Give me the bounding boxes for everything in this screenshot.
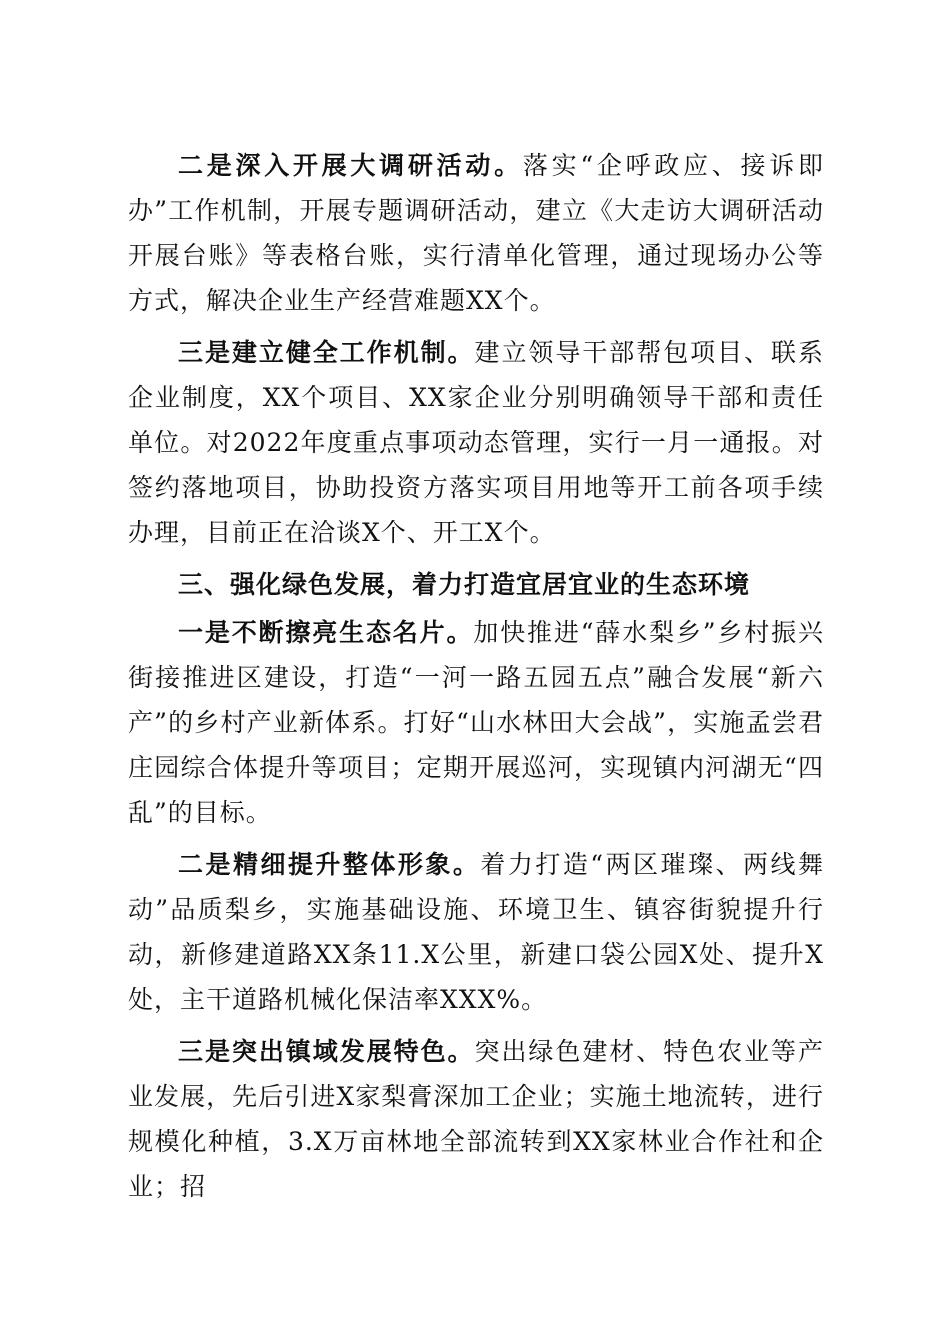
paragraph-body: 着力打造“两区璀璨、两线舞动”品质梨乡，实施基础设施、环境卫生、镇容街貌提升行动，新修建道路XX条11.X公里，新建口袋公园X处、提升X处，主干道路机械化保洁率XXX%。 bbox=[128, 850, 824, 1014]
paragraph-body: 落实“企呼政应、接诉即办”工作机制，开展专题调研活动，建立《大走访大调研活动开展台账》等表格台账，实行清单化管理，通过现场办公等方式，解决企业生产经营难题XX个。 bbox=[128, 151, 824, 315]
paragraph-body: 加快推进“薛水梨乡”乡村振兴街接推进区建设，打造“一河一路五园五点”融合发展“新六产”的乡村产业新体系。打好“山水林田大会战”，实施孟尝君庄园综合体提升等项目；定期开展巡河，实现镇内河湖无“四乱”的目标。 bbox=[128, 618, 824, 827]
paragraph-body: 建立领导干部帮包项目、联系企业制度，XX个项目、XX家企业分别明确领导干部和责任单位。对2022年度重点事项动态管理，实行一月一通报。对签约落地项目，协助投资方落实项目用地等开工前各项手续办理，目前正在洽谈X个、开工X个。 bbox=[128, 338, 824, 547]
paragraph-image bbox=[128, 842, 824, 1022]
paragraph-lead: 二是深入开展大调研活动。 bbox=[178, 151, 523, 180]
section-heading: 三、强化绿色发展，着力打造宜居宜业的生态环境 bbox=[178, 570, 751, 599]
paragraph-lead: 三是建立健全工作机制。 bbox=[178, 338, 475, 367]
paragraph-features bbox=[128, 1029, 824, 1209]
document-page bbox=[128, 143, 824, 1216]
paragraph-mechanism bbox=[128, 330, 824, 555]
paragraph-lead: 二是精细提升整体形象。 bbox=[178, 850, 481, 879]
paragraph-ecology bbox=[128, 610, 824, 835]
paragraph-research bbox=[128, 143, 824, 323]
paragraph-body: 突出绿色建材、特色农业等产业发展，先后引进X家梨膏深加工企业；实施土地流转，进行规模化种植，3.X万亩林地全部流转到XX家林业合作社和企业；招 bbox=[128, 1037, 824, 1201]
paragraph-lead: 一是不断擦亮生态名片。 bbox=[178, 618, 474, 647]
paragraph-lead: 三是突出镇域发展特色。 bbox=[178, 1037, 475, 1066]
